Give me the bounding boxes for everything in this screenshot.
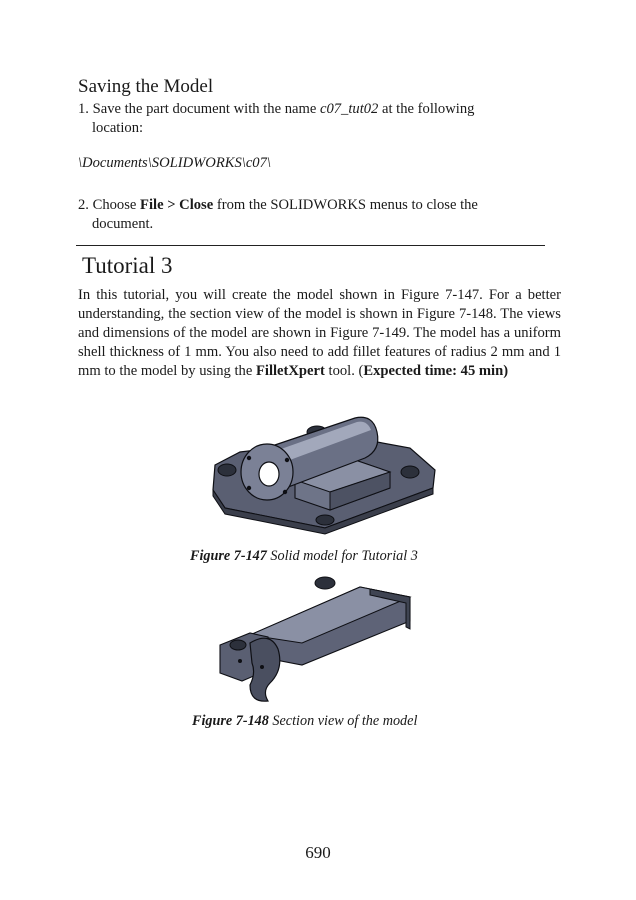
page-number: 690: [305, 843, 331, 862]
figure-caption-2: [192, 713, 417, 730]
lug-hole: [218, 464, 236, 476]
figure-label-2: Figure 7-148: [192, 713, 269, 729]
figure-label-1: Figure 7-147: [190, 548, 267, 564]
figure-caption-1: [190, 548, 418, 565]
step-2-continuation: document.: [92, 216, 154, 232]
figure-text-1: Solid model for Tutorial 3: [270, 548, 418, 564]
figure-text-2: Section view of the model: [272, 713, 418, 729]
tutorial-intro: [78, 286, 561, 381]
step-1-number: 1.: [78, 101, 89, 117]
step-1-text-after: at the following: [382, 101, 475, 117]
step-2-menu-path: File > Close: [140, 197, 214, 213]
step-1-filename: c07_tut02: [319, 101, 379, 117]
step-2-text-after: from the SOLIDWORKS menus to close the: [216, 197, 478, 213]
lug-hole: [230, 640, 246, 650]
solid-model-figure: [205, 410, 440, 550]
intro-text: In this tutorial, you will create the model shown in Figure 7-147. For a better understanding, the section view of the model is shown in Figure 7-148. The views and dimensions of the model are shown in Figure 7-149. The model has a uniform shell thickness of 1 mm. You also need to add fillet features of radius 2 mm and 1 mm to the model by using the: [78, 287, 561, 379]
save-path: \Documents\SOLIDWORKS\c07\: [78, 155, 271, 171]
lug-hole: [316, 515, 334, 525]
tool-suffix: tool. (: [328, 363, 364, 379]
step-1-text-before: Save the part document with the name: [92, 101, 317, 117]
section-heading: Saving the Model: [78, 76, 214, 97]
cut-cylinder: [250, 638, 280, 701]
step-1-continuation: location:: [92, 120, 144, 136]
lug-hole: [401, 466, 419, 478]
tutorial-title: Tutorial 3: [82, 253, 173, 278]
tool-name: FilletXpert: [255, 363, 325, 379]
section-divider: [76, 245, 545, 246]
section-view-figure: [210, 573, 425, 708]
cylinder-hole: [259, 462, 279, 486]
expected-time: Expected time: 45 min): [363, 363, 509, 379]
step-2-choose: Choose: [92, 197, 137, 213]
step-2-number: 2.: [78, 197, 89, 213]
step-2: [78, 196, 561, 234]
step-1: [78, 100, 561, 138]
lug-hole: [315, 577, 335, 589]
